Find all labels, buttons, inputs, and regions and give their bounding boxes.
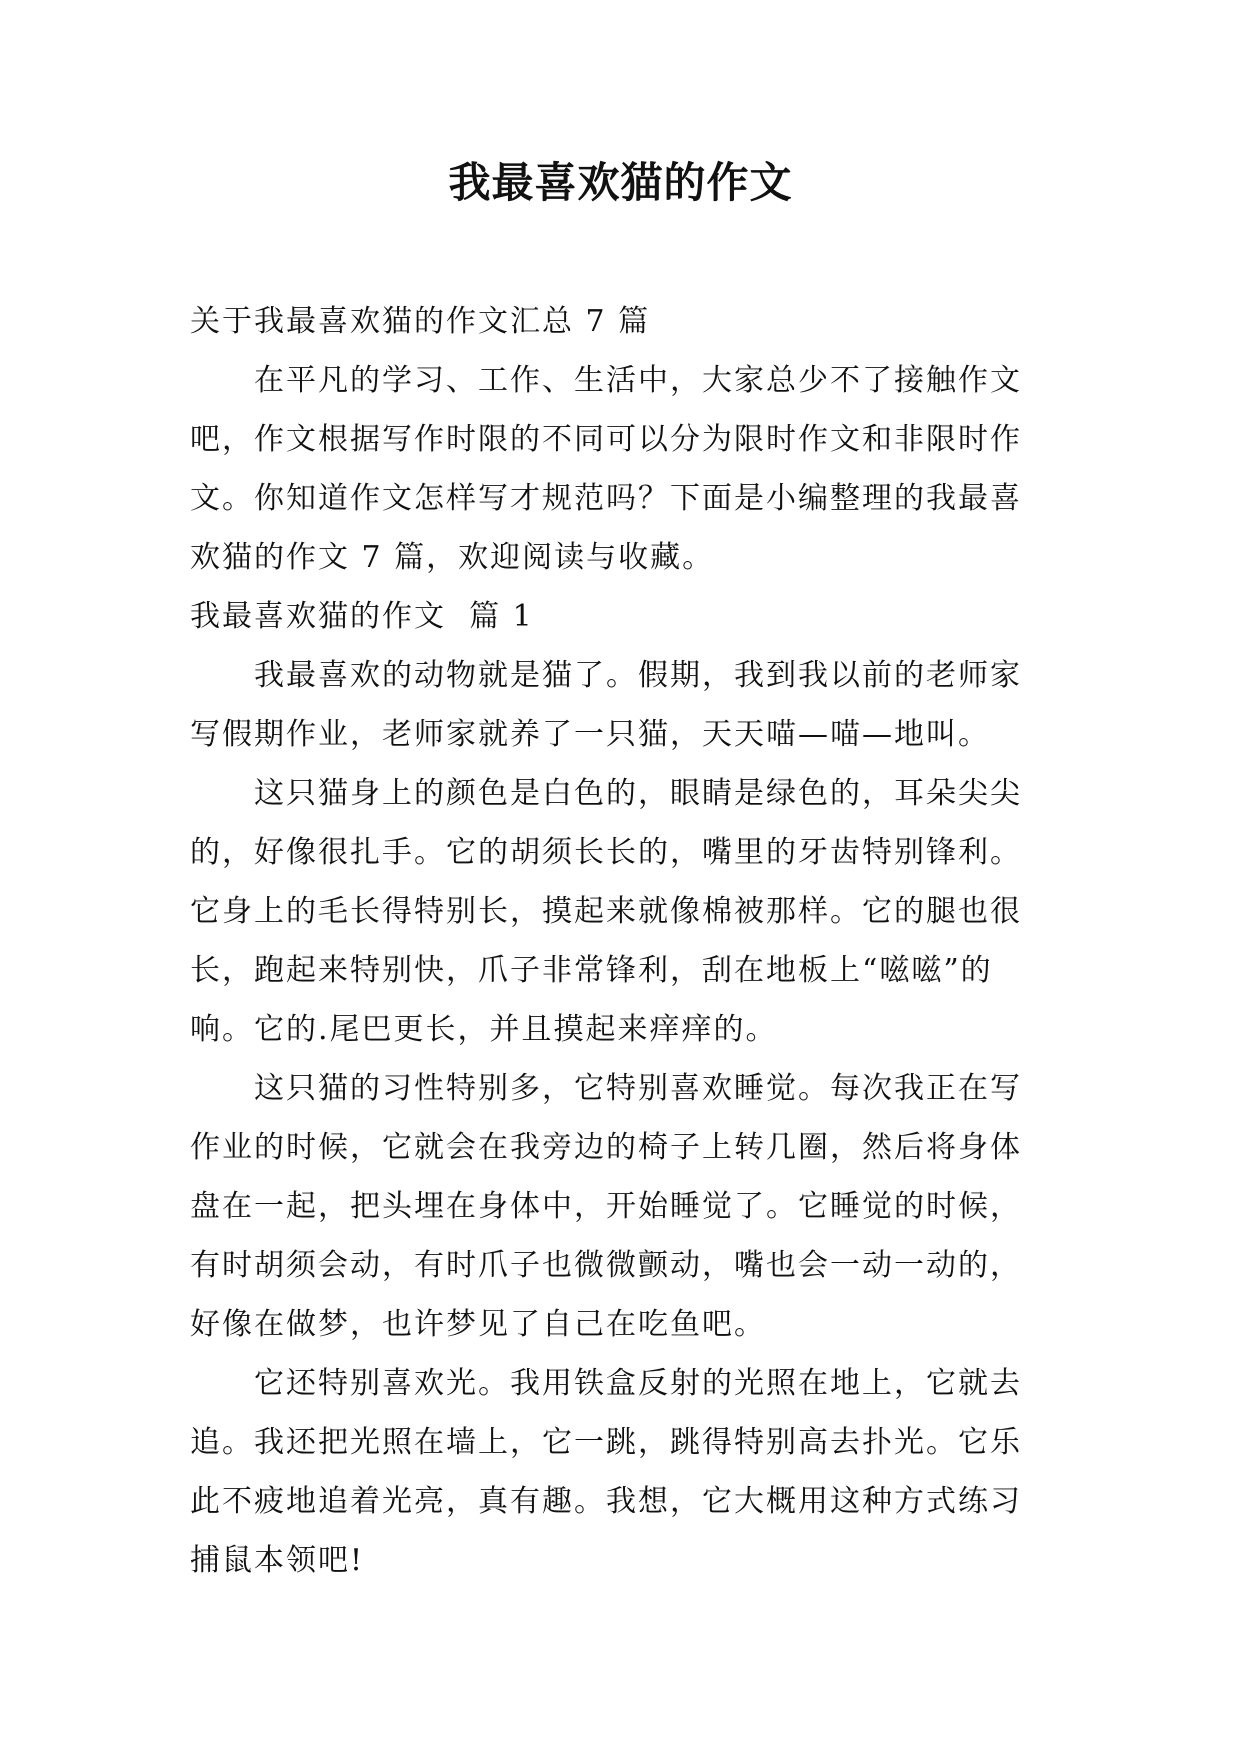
intro-paragraph: 在平凡的学习、工作、生活中，大家总少不了接触作文吧，作文根据写作时限的不同可以分为限时作文和非限时作文。你知道作文怎样写才规范吗？下面是小编整理的我最喜欢猫的作文 7 篇，欢迎阅读与收藏。 — [190, 363, 1022, 575]
document-body — [190, 292, 1050, 1590]
essay-heading: 我最喜欢猫的作文 篇 1 — [190, 599, 534, 634]
collection-heading: 关于我最喜欢猫的作文汇总 7 篇 — [190, 304, 651, 339]
essay-paragraph: 我最喜欢的动物就是猫了。假期，我到我以前的老师家写假期作业，老师家就养了一只猫，天天喵—喵—地叫。 — [190, 658, 1022, 752]
essay-paragraph: 这只猫身上的颜色是白色的，眼睛是绿色的，耳朵尖尖的，好像很扎手。它的胡须长长的，嘴里的牙齿特别锋利。它身上的毛长得特别长，摸起来就像棉被那样。它的腿也很长，跑起来特别快，爪子非常锋利，刮在地板上“嗞嗞”的响。它的.尾巴更长，并且摸起来痒痒的。 — [190, 776, 1022, 1047]
essay-paragraph: 这只猫的习性特别多，它特别喜欢睡觉。每次我正在写作业的时候，它就会在我旁边的椅子上转几圈，然后将身体盘在一起，把头埋在身体中，开始睡觉了。它睡觉的时候，有时胡须会动，有时爪子也微微颤动，嘴也会一动一动的，好像在做梦，也许梦见了自己在吃鱼吧。 — [190, 1071, 1022, 1342]
essay-paragraph: 它还特别喜欢光。我用铁盒反射的光照在地上，它就去追。我还把光照在墙上，它一跳，跳得特别高去扑光。它乐此不疲地追着光亮，真有趣。我想，它大概用这种方式练习捕鼠本领吧! — [190, 1366, 1022, 1578]
document-title: 我最喜欢猫的作文 — [448, 158, 793, 207]
